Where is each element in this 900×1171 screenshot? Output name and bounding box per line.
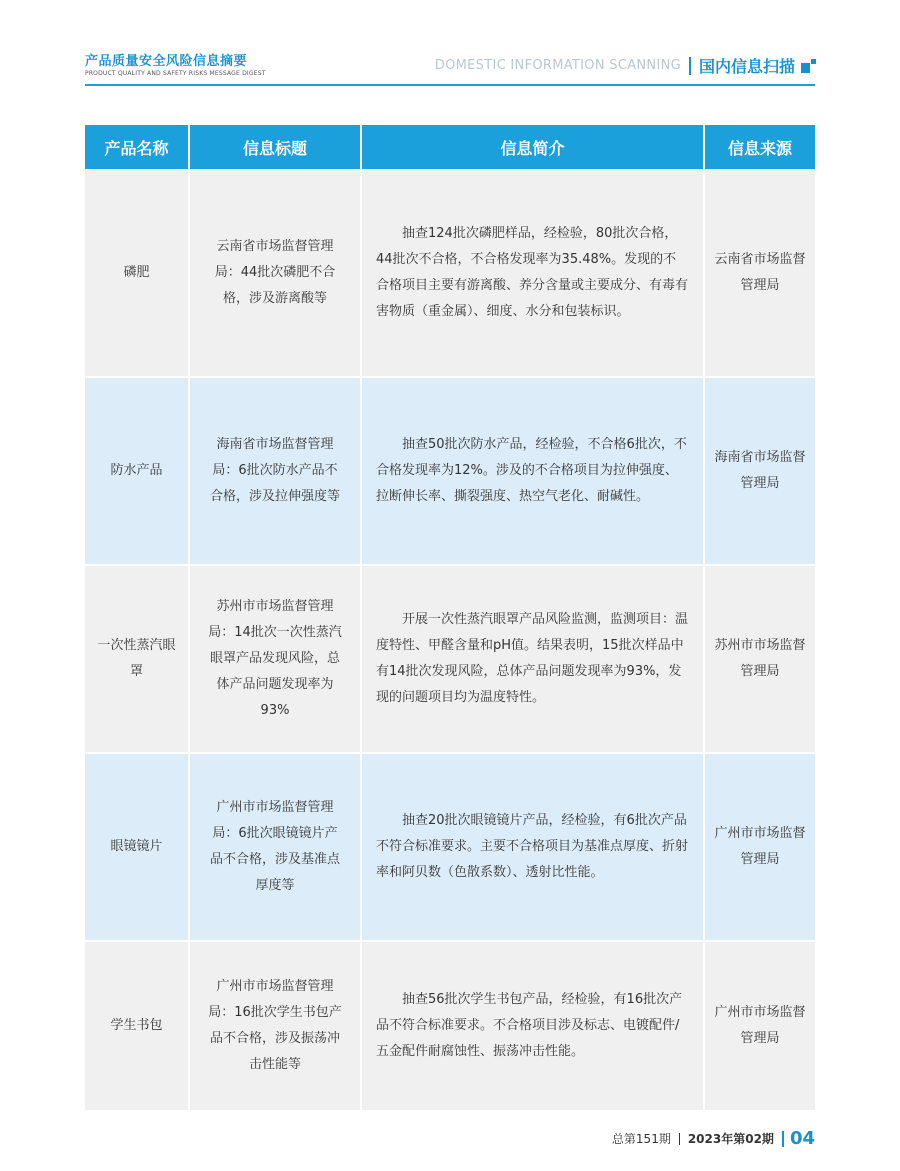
table-row [85,753,815,941]
product-name-cell: 磷肥 [85,169,189,377]
section-title-en: DOMESTIC INFORMATION SCANNING [434,58,681,73]
footer-divider [679,1133,680,1145]
info-title-cell: 云南省市场监督管理局：44批次磷肥不合格，涉及游离酸等 [189,169,361,377]
header-info-source: 信息来源 [704,125,815,169]
info-summary-cell: 抽查50批次防水产品，经检验，不合格6批次，不合格发现率为12%。涉及的不合格项目为拉伸强度、拉断伸长率、撕裂强度、热空气老化、耐碱性。 [361,377,704,565]
table-row [85,565,815,753]
info-table [85,125,815,1112]
product-name-cell: 防水产品 [85,377,189,565]
info-title-cell: 苏州市市场监督管理局：14批次一次性蒸汽眼罩产品发现风险，总体产品问题发现率为93% [189,565,361,753]
table-row [85,169,815,377]
table-row [85,377,815,565]
section-divider [689,57,691,75]
product-name-cell: 学生书包 [85,941,189,1111]
square-blocks-icon [801,59,815,73]
section-title-cn: 国内信息扫描 [698,57,795,76]
info-source-cell: 苏州市市场监督管理局 [704,565,815,753]
issue-number: 2023年第02期 [687,1132,774,1146]
info-summary-cell: 抽查56批次学生书包产品，经检验，有16批次产品不符合标准要求。不合格项目涉及标志、电镀配件/五金配件耐腐蚀性、振荡冲击性能。 [361,941,704,1111]
info-summary-cell: 抽查20批次眼镜镜片产品，经检验，有6批次产品不符合标准要求。主要不合格项目为基准点厚度、折射率和阿贝数（色散系数）、透射比性能。 [361,753,704,941]
info-summary-cell: 开展一次性蒸汽眼罩产品风险监测，监测项目：温度特性、甲醛含量和pH值。结果表明，15批次样品中有14批次发现风险，总体产品问题发现率为93%，发现的问题项目均为温度特性。 [361,565,704,753]
info-source-cell: 广州市市场监督管理局 [704,941,815,1111]
product-name-cell: 一次性蒸汽眼罩 [85,565,189,753]
page-divider [782,1131,784,1147]
info-source-cell: 云南省市场监督管理局 [704,169,815,377]
page-header [85,48,815,86]
info-title-cell: 广州市市场监督管理局：6批次眼镜镜片产品不合格，涉及基准点厚度等 [189,753,361,941]
header-product-name: 产品名称 [85,125,189,169]
page-footer [612,1128,815,1149]
total-issue-number: 总第151期 [611,1132,671,1146]
publication-title-en: PRODUCT QUALITY AND SAFETY RISKS MESSAGE DIGEST [85,70,266,77]
table-row [85,941,815,1111]
info-title-cell: 海南省市场监督管理局：6批次防水产品不合格，涉及拉伸强度等 [189,377,361,565]
info-title-cell: 广州市市场监督管理局：16批次学生书包产品不合格，涉及振荡冲击性能等 [189,941,361,1111]
info-source-cell: 海南省市场监督管理局 [704,377,815,565]
publication-title-cn: 产品质量安全风险信息摘要 [85,54,248,69]
info-source-cell: 广州市市场监督管理局 [704,753,815,941]
section-title [435,54,815,77]
header-info-title: 信息标题 [189,125,361,169]
page-number: 04 [789,1128,815,1149]
product-name-cell: 眼镜镜片 [85,753,189,941]
publication-title [85,50,266,77]
info-summary-cell: 抽查124批次磷肥样品，经检验，80批次合格，44批次不合格，不合格发现率为35.48%。发现的不合格项目主要有游离酸、养分含量或主要成分、有毒有害物质（重金属）、细度、水分和包装标识。 [361,169,704,377]
header-info-summary: 信息简介 [361,125,704,169]
table-header-row [85,125,815,169]
